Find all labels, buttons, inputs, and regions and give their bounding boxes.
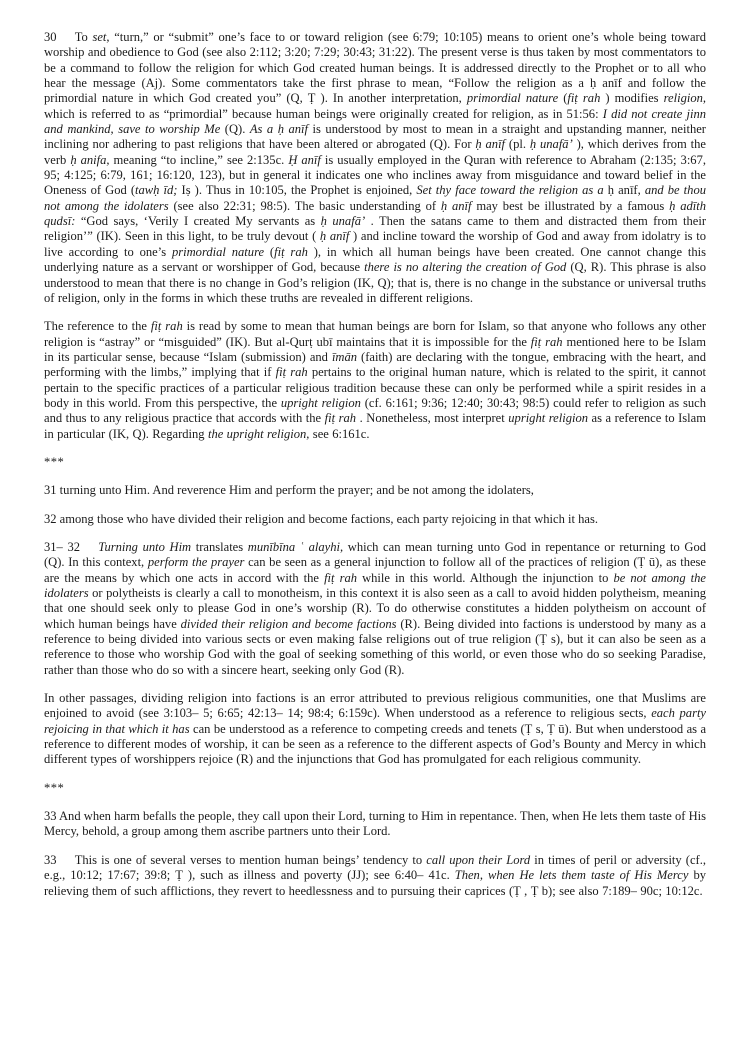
commentary-paragraph [44, 853, 706, 899]
commentary-body: This is one of several verses to mention human beings’ tendency to call upon their Lord in times of peril or adversity (cf., e.g., 10:12; 17:67; 39:8; Ṭ ), such as illness and poverty (JJ); see 6:40– 41c. Then, when He lets them taste of His Mercy by relieving them of such afflictions, they revert to heedlessness and to pursuing their caprices (Ṭ , Ṭ b); see also 7:189– 90c; 10:12c. [44, 852, 707, 898]
commentary-paragraph [44, 540, 706, 678]
commentary-paragraph [44, 30, 706, 306]
commentary-number: 31– 32 [44, 539, 80, 554]
section-separator: *** [44, 454, 65, 469]
body-paragraph: The reference to the fiṭ rah is read by some to mean that human beings are born for Islam, so that anyone who follows any other religion is “astray” or “misguided” (IK). But al-Qurṭ ubī maintains that it is impossible for the fiṭ rah mentioned here to be Islam in its particular sense, because “Islam (submission) and īmān (faith) are declaring with the tongue, embracing with the heart, and performing with the limbs,” implying that if fiṭ rah pertains to the original human nature, which is related to the spirit, it cannot pertain to the specific practices of a particular religious tradition because these can only be performed while a spirit resides in a body in this world. From this perspective, the upright religion (cf. 6:161; 9:36; 12:40; 30:43; 98:5) could refer to religion as such and thus to any religious practice that accords with the fiṭ rah . Nonetheless, most interpret upright religion as a reference to Islam in particular (IK, Q). Regarding the upright religion, see 6:161c. [44, 319, 707, 441]
verse-text: 33 And when harm befalls the people, they call upon their Lord, turning to Him in repentance. Then, when He lets them taste of His Mercy, behold, a group among them ascribe partners unto their Lord. [44, 809, 706, 839]
body-paragraph: In other passages, dividing religion into factions is an error attributed to previous religious communities, one that Muslims are enjoined to avoid (see 3:103– 5; 6:65; 42:13– 14; 98:4; 6:159c). When understood as a reference to religious sects, each party rejoicing in that which it has can be understood as a reference to competing creeds and tenets (Ṭ s, Ṭ ū). But when understood as a reference to different modes of worship, it can be seen as a reference to the different aspects of God’s Bounty and Mercy in which different types of worshippers rejoice (R) and the injunctions that God has promulgated for each religious community. [44, 691, 707, 767]
section-separator: *** [44, 780, 65, 795]
commentary-body: Turning unto Him translates munībīna ʿ alayhi, which can mean turning unto God in repentance or returning to God (Q). In this context, perform the prayer can be seen as a general injunction to follow all of the practices of religion (Ṭ ū), as these are the means by which one acts in accord with the fiṭ rah while in this world. Although the injunction to be not among the idolaters or polytheists is clearly a call to monotheism, in this context it is also seen as a call to avoid hidden polytheism, meaning that one should seek only to please God in one’s worship (R). To do otherwise constitutes a hidden polytheism on account of which human beings have divided their religion and become factions (R). Being divided into factions is understood by many as a reference to being divided into various sects or even making false religions out of true religion (Ṭ s), but it can also be seen as a reference to those who worship God with the goal of seeking something of this world, or even those who do so seeking Paradise, rather than those who do so with a sincere heart, seeking only God (R). [44, 539, 706, 677]
verse-text: 31 turning unto Him. And reverence Him and perform the prayer; and be not among the idolaters, [44, 483, 534, 498]
commentary-number: 30 [44, 30, 57, 44]
page-content [44, 30, 706, 899]
commentary-number: 33 [44, 852, 57, 867]
commentary-body: To set, “turn,” or “submit” one’s face to or toward religion (see 6:79; 10:105) means to orient one’s whole being toward worship and obedience to God (see also 2:112; 3:20; 7:29; 30:43; 31:22). The present verse is thus taken by most commentators to be a command to follow the religion for which God created human beings. It is addressed directly to the Prophet or to all who hear the message (Aj). Some commentators take the first phrase to mean, “Follow the religion as a ḥ anīf and follow the primordial nature in which God created you” (Q, Ṭ ). In another interpretation, primordial nature (fiṭ rah ) modifies religion, which is referred to as “primordial” because human beings were originally created for religion, as in 51:56: I did not create jinn and mankind, save to worship Me (Q). As a ḥ anīf is understood by most to mean in a straight and upstanding manner, neither inclining nor adhering to past religions that have been altered or abrogated (Q). For ḥ anīf (pl. ḥ unafāʼ ), which derives from the verb ḥ anifa, meaning “to incline,” see 2:135c. Ḥ anīf is usually employed in the Quran with reference to Abraham (2:135; 3:67, 95; 4:125; 6:79, 161; 16:120, 123), but in general it indicates one who inclines away from misguidance and toward belief in the Oneness of God (tawḥ īd; Iṣ ). Thus in 10:105, the Prophet is enjoined, Set thy face toward the religion as a ḥ anīf, and be thou not among the idolaters (see also 22:31; 98:5). The basic understanding of ḥ anīf may best be illustrated by a famous ḥ adīth qudsī: “God says, ‘Verily I created My servants as ḥ unafāʼ . Then the satans came to them and distracted them from their religion’” (IK). Seen in this light, to be truly devout ( ḥ anīf ) and incline toward the worship of God and away from idolatry is to live according to one’s primordial nature (fiṭ rah ), in which all human beings have been created. One cannot change this underlying nature as a servant or worshipper of God, because there is no altering the creation of God (Q, R). This phrase is also understood to mean that there is no change in God’s religion (IK, Q); that is, there is no change in the substance or universal truths of religion, only in the forms in which these truths are revealed in different religions. [44, 30, 707, 305]
verse-text: 32 among those who have divided their religion and become factions, each party rejoicing in that which it has. [44, 511, 598, 526]
